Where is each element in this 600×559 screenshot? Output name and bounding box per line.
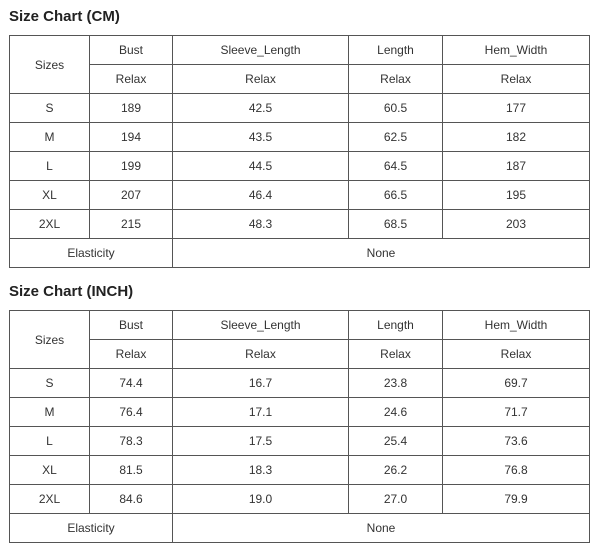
table-header-row [10,311,590,340]
table-row [10,427,590,456]
length-cell: 23.8 [349,369,443,398]
size-chart-inch-title: Size Chart (INCH) [9,283,134,300]
elasticity-row [10,514,590,543]
length-cell: 25.4 [349,427,443,456]
length-cell: 68.5 [349,210,443,239]
sleeve-length-header: Sleeve_Length [173,36,349,65]
elasticity-value: None [173,514,590,543]
bust-cell: 215 [90,210,173,239]
length-cell: 64.5 [349,152,443,181]
bust-header: Bust [90,36,173,65]
hem-width-cell: 69.7 [443,369,590,398]
length-cell: 62.5 [349,123,443,152]
table-header-row [10,36,590,65]
length-cell: 24.6 [349,398,443,427]
table-subheader-row [10,65,590,94]
hem-width-cell: 195 [443,181,590,210]
bust-header: Bust [90,311,173,340]
fit-subheader: Relax [173,65,349,94]
hem-width-cell: 203 [443,210,590,239]
fit-subheader: Relax [443,65,590,94]
hem-width-cell: 73.6 [443,427,590,456]
elasticity-row [10,239,590,268]
length-header: Length [349,36,443,65]
elasticity-label: Elasticity [10,239,173,268]
table-subheader-row [10,340,590,369]
sleeve-length-cell: 17.1 [173,398,349,427]
table-row [10,94,590,123]
elasticity-label: Elasticity [10,514,173,543]
hem-width-cell: 79.9 [443,485,590,514]
size-cell: XL [10,456,90,485]
fit-subheader: Relax [349,65,443,94]
fit-subheader: Relax [90,340,173,369]
hem-width-cell: 182 [443,123,590,152]
length-cell: 60.5 [349,94,443,123]
bust-cell: 194 [90,123,173,152]
table-row [10,485,590,514]
hem-width-cell: 76.8 [443,456,590,485]
fit-subheader: Relax [173,340,349,369]
sleeve-length-cell: 16.7 [173,369,349,398]
table-row [10,181,590,210]
elasticity-value: None [173,239,590,268]
size-cell: S [10,94,90,123]
bust-cell: 81.5 [90,456,173,485]
length-cell: 66.5 [349,181,443,210]
bust-cell: 76.4 [90,398,173,427]
length-header: Length [349,311,443,340]
size-cell: L [10,152,90,181]
bust-cell: 74.4 [90,369,173,398]
table-row [10,210,590,239]
sleeve-length-cell: 19.0 [173,485,349,514]
hem-width-header: Hem_Width [443,36,590,65]
bust-cell: 207 [90,181,173,210]
size-cell: M [10,123,90,152]
size-chart-inch-table [9,310,590,543]
hem-width-header: Hem_Width [443,311,590,340]
sleeve-length-cell: 44.5 [173,152,349,181]
sleeve-length-cell: 42.5 [173,94,349,123]
fit-subheader: Relax [443,340,590,369]
fit-subheader: Relax [349,340,443,369]
size-cell: XL [10,181,90,210]
table-row [10,123,590,152]
size-chart-cm-title: Size Chart (CM) [9,8,120,25]
length-cell: 27.0 [349,485,443,514]
size-cell: 2XL [10,210,90,239]
fit-subheader: Relax [90,65,173,94]
sizes-header: Sizes [10,311,90,369]
length-cell: 26.2 [349,456,443,485]
sleeve-length-cell: 17.5 [173,427,349,456]
sleeve-length-cell: 46.4 [173,181,349,210]
size-cell: S [10,369,90,398]
sleeve-length-cell: 48.3 [173,210,349,239]
table-row [10,456,590,485]
bust-cell: 78.3 [90,427,173,456]
hem-width-cell: 187 [443,152,590,181]
hem-width-cell: 177 [443,94,590,123]
sleeve-length-header: Sleeve_Length [173,311,349,340]
table-row [10,152,590,181]
size-chart-cm-table [9,35,590,268]
sizes-header: Sizes [10,36,90,94]
bust-cell: 189 [90,94,173,123]
table-row [10,369,590,398]
size-cell: 2XL [10,485,90,514]
table-row [10,398,590,427]
hem-width-cell: 71.7 [443,398,590,427]
sleeve-length-cell: 43.5 [173,123,349,152]
size-cell: L [10,427,90,456]
bust-cell: 199 [90,152,173,181]
bust-cell: 84.6 [90,485,173,514]
sleeve-length-cell: 18.3 [173,456,349,485]
size-cell: M [10,398,90,427]
